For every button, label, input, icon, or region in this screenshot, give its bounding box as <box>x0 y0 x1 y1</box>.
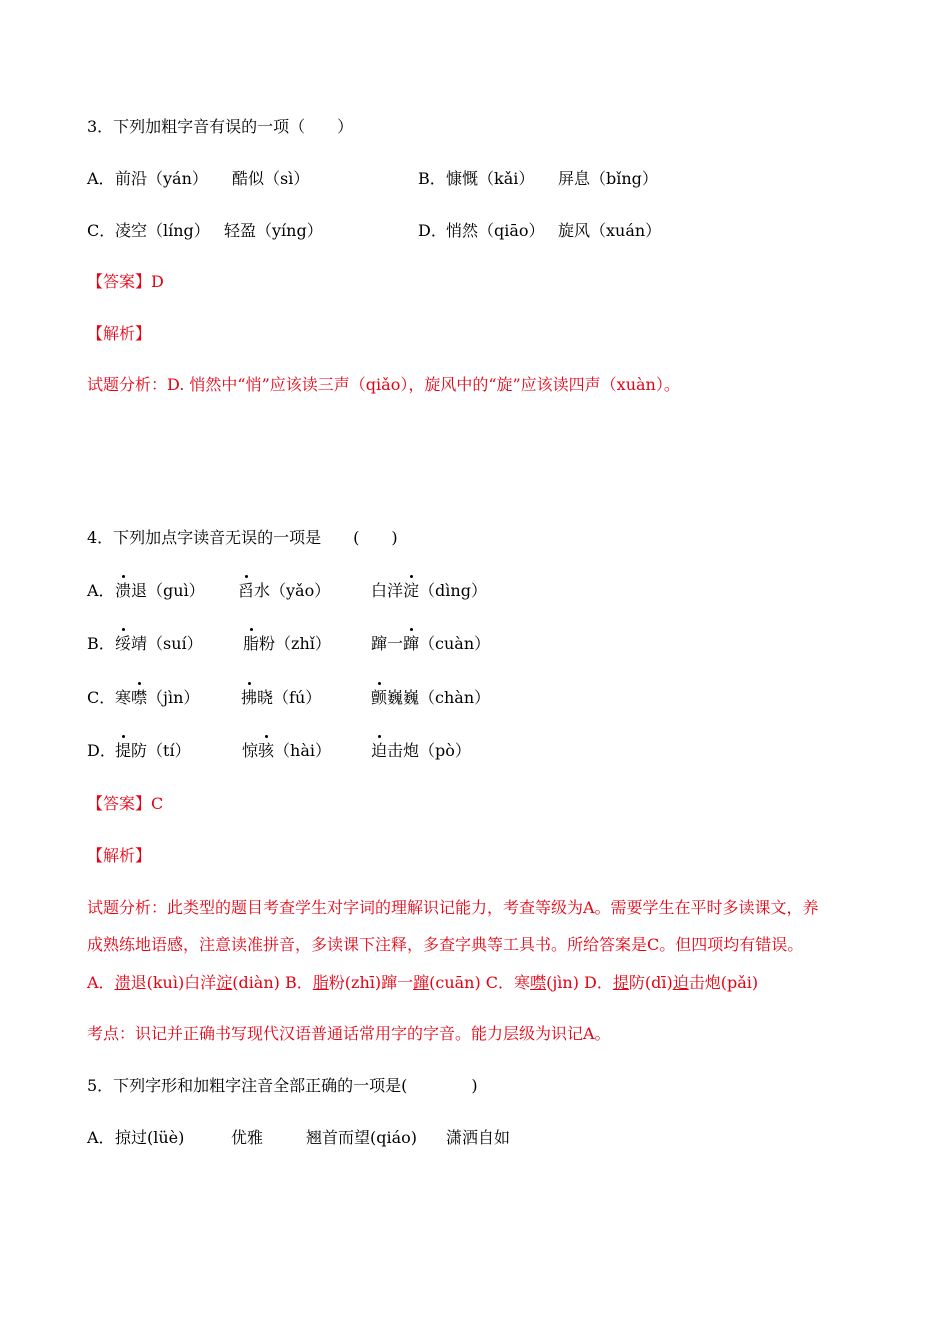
q3-option-a-item2: 酷似（sì） <box>232 169 310 188</box>
q4-option-b-item1: 绥靖（suí） <box>115 634 203 653</box>
dotted-char: 溃 <box>115 581 132 600</box>
q4-option-b-item3: 蹿一蹿（cuàn） <box>371 634 491 653</box>
q4-stem: 4．下列加点字读音无误的一项是 ( ) <box>87 528 398 547</box>
dotted-char: 提 <box>115 741 132 760</box>
q4-option-b-label: B． <box>87 634 115 653</box>
q4-kaodian: 考点：识记并正确书写现代汉语普通话常用字的字音。能力层级为识记A。 <box>87 1024 611 1043</box>
q3-option-c-item2: 轻盈（yíng） <box>224 221 323 240</box>
q4-option-a-item3: 白洋淀（dìng） <box>371 581 487 600</box>
q3-analysis: 试题分析：D. 悄然中“悄”应该读三声（qiǎo），旋风中的“旋”应该读四声（xuàn）。 <box>87 375 680 394</box>
dotted-char: 迫 <box>371 741 388 760</box>
q4-option-a-label: A． <box>87 581 115 600</box>
dotted-char: 骇 <box>258 741 275 760</box>
q4-option-a-item1: 溃退（guì） <box>115 581 205 600</box>
q4-option-d-item1: 提防（tí） <box>115 741 191 760</box>
q4-option-c-item1: 寒噤（jìn） <box>115 688 200 707</box>
q3-option-a-label: A． <box>87 169 115 188</box>
q3-option-d-item1: 悄然（qiāo） <box>446 221 545 240</box>
q4-option-b-item2: 脂粉（zhǐ） <box>243 634 331 653</box>
q3-option-b-item2: 屏息（bǐng） <box>558 169 658 188</box>
q4-analysis-line1: 试题分析：此类型的题目考查学生对字词的理解识记能力，考查等级为A。需要学生在平时多读课文，养 <box>87 898 819 917</box>
q3-option-c-label: C． <box>87 221 116 240</box>
q4-analysis-line3: A．溃退(kuì)白洋淀(diàn) B．脂粉(zhī)蹿一蹿(cuān) C．寒噤(jìn) D．提防(dī)迫击炮(pǎi) <box>87 973 759 992</box>
q5-option-a-item1: 掠过(lüè) <box>115 1128 185 1147</box>
q4-analysis-line2: 成熟练地语感，注意读准拼音，多读课下注释，多查字典等工具书。所给答案是C。但四项均有错误。 <box>87 935 804 954</box>
q5-option-a-label: A． <box>87 1128 115 1147</box>
q4-option-d-item3: 迫击炮（pò） <box>371 741 471 760</box>
q3-option-b-item1: 慷慨（kǎi） <box>446 169 535 188</box>
q5-option-a-item2: 优雅 <box>231 1128 264 1147</box>
dotted-char: 蹿 <box>403 634 420 653</box>
q5-option-a-item4: 潇洒自如 <box>446 1128 511 1147</box>
dotted-char: 颤 <box>371 688 388 707</box>
dotted-char: 脂 <box>243 634 260 653</box>
q3-option-a-item1: 前沿（yán） <box>115 169 208 188</box>
q4-option-d-label: D． <box>87 741 116 760</box>
dotted-char: 舀 <box>238 581 255 600</box>
q4-analysis-title: 【解析】 <box>87 846 152 865</box>
q3-option-c-item1: 凌空（líng） <box>115 221 210 240</box>
q5-option-a-item3: 翘首而望(qiáo) <box>306 1128 418 1147</box>
q4-option-c-item2: 拂晓（fú） <box>241 688 322 707</box>
dotted-char: 绥 <box>115 634 132 653</box>
q4-option-d-item2: 惊骇（hài） <box>242 741 331 760</box>
q4-option-c-label: C． <box>87 688 116 707</box>
dotted-char: 噤 <box>131 688 148 707</box>
q3-answer: 【答案】D <box>87 272 164 291</box>
q3-analysis-title: 【解析】 <box>87 324 152 343</box>
q5-stem: 5．下列字形和加粗字注音全部正确的一项是( ) <box>87 1076 478 1095</box>
q4-answer: 【答案】C <box>87 794 164 813</box>
q3-option-d-item2: 旋风（xuán） <box>558 221 662 240</box>
q4-option-c-item3: 颤巍巍（chàn） <box>371 688 491 707</box>
dotted-char: 淀 <box>403 581 420 600</box>
q3-option-b-label: B． <box>418 169 446 188</box>
dotted-char: 拂 <box>241 688 258 707</box>
q3-stem: 3．下列加粗字音有误的一项（ ） <box>87 117 354 136</box>
q3-option-d-label: D． <box>418 221 447 240</box>
q4-option-a-item2: 舀水（yǎo） <box>238 581 331 600</box>
